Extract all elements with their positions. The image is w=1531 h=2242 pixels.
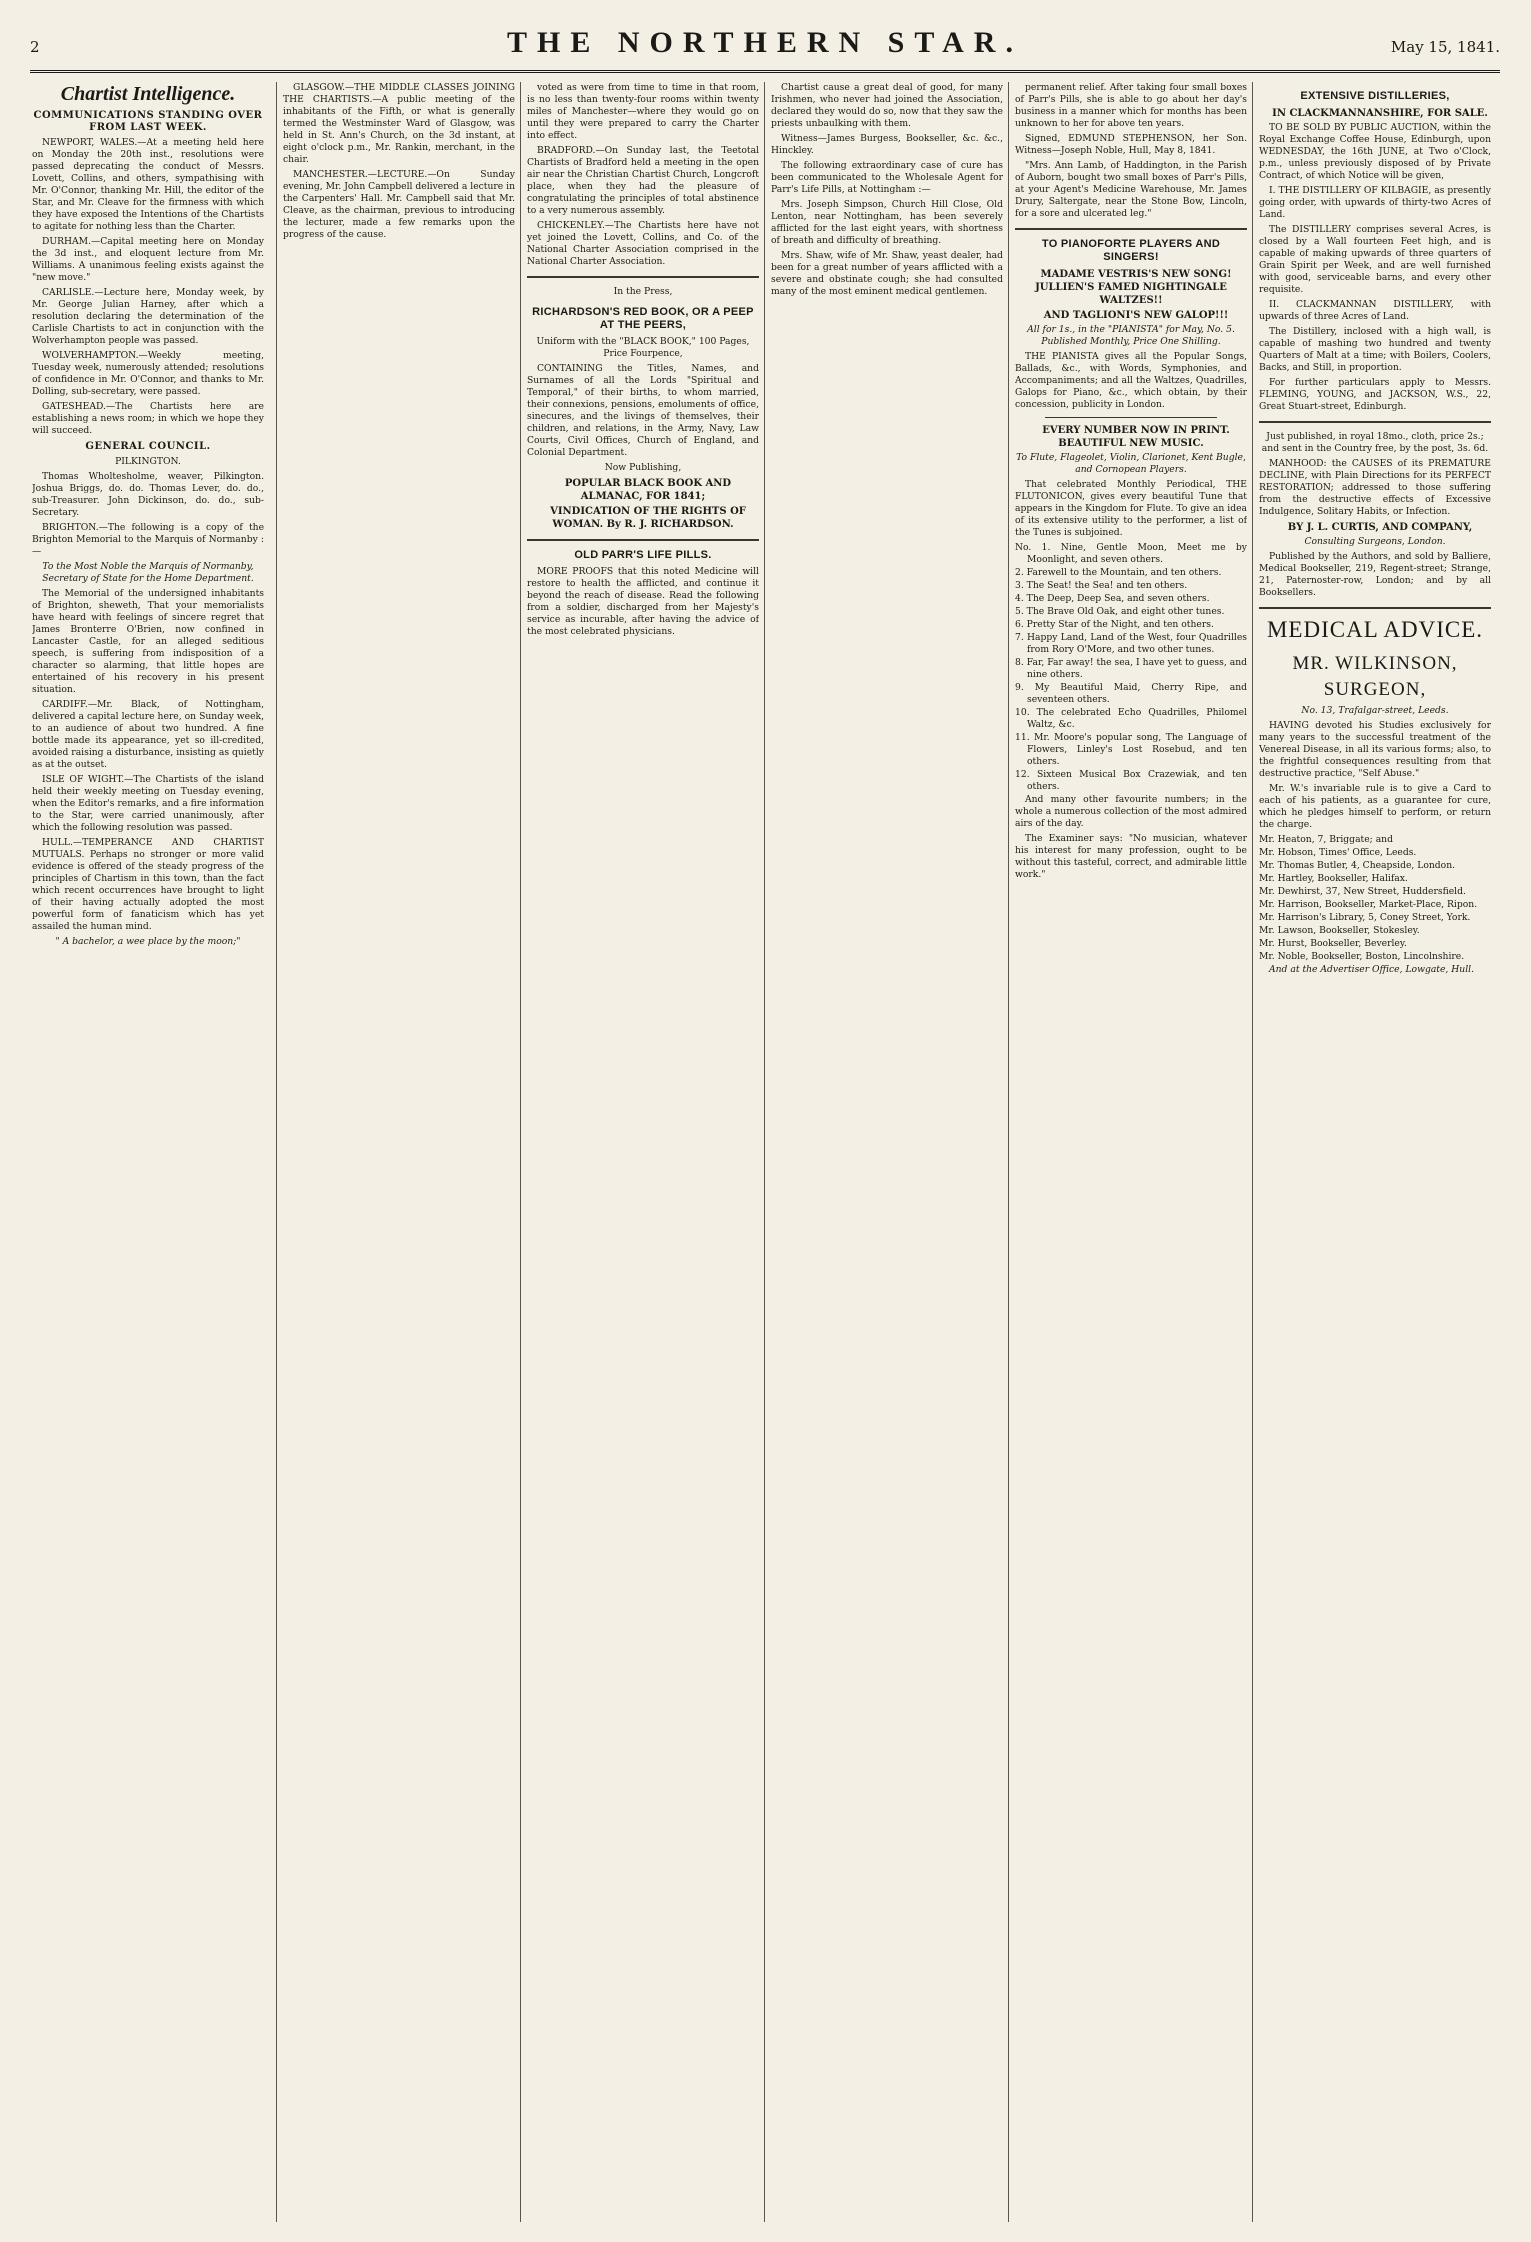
ad-press-note: In the Press, bbox=[613, 286, 673, 297]
council-members: Thomas Wholtesholme, weaver, Pilkington. Joshua Briggs, do. do. Thomas Lever, do. do., sub-Treasurer. John Dickinson, do. do., sub-Secretary. bbox=[32, 471, 264, 518]
quotation: " A bachelor, a wee place by the moon;" bbox=[55, 936, 241, 947]
list-item: 10. The celebrated Echo Quadrilles, Philomel Waltz, &c. bbox=[1015, 707, 1247, 730]
report-bradford: BRADFORD.—On Sunday last, the Teetotal Chartists of Bradford held a meeting in the open air near the Christian Chartist Church, Longcroft place, when they had the pleasure of congratulating the principles of total abstinence to a very numerous assembly. bbox=[527, 145, 759, 216]
memorial-text: The Memorial of the undersigned inhabitants of Brighton, sheweth, That your memorialists have heard with feelings of sincere regret that James Bronterre O'Brien, now confined in Lancaster Castle, for an alleged seditious speech, is suffering from indisposition of a character so alarming, that little hopes are entertained of his recovery in his present situation. bbox=[32, 588, 264, 695]
list-item: 3. The Seat! the Sea! and ten others. bbox=[1015, 580, 1188, 591]
tune-list-note: And many other favourite numbers; in the whole a numerous collection of the most admired airs of the day. bbox=[1015, 794, 1247, 829]
list-item: Mr. Noble, Bookseller, Boston, Lincolnshire. bbox=[1259, 951, 1465, 962]
ad-distilleries-heading: EXTENSIVE DISTILLERIES, bbox=[1300, 90, 1450, 102]
ad-red-book-sub: Uniform with the "BLACK BOOK," 100 Pages, Price Fourpence, bbox=[536, 336, 750, 359]
divider bbox=[1045, 417, 1217, 418]
list-item: Mr. Hobson, Times' Office, Leeds. bbox=[1259, 847, 1417, 858]
ad-clackmannan: II. CLACKMANNAN DISTILLERY, with upwards of three Acres of Land. bbox=[1259, 299, 1491, 322]
newspaper-title: THE NORTHERN STAR. bbox=[507, 26, 1023, 59]
report-wolverhampton: WOLVERHAMPTON.—Weekly meeting, Tuesday week, numerously attended; resolutions of confidence in Mr. O'Connor, and thanks to Mr. Dolling, sub-secretary, were passed. bbox=[32, 350, 264, 397]
list-item: 11. Mr. Moore's popular song, The Language of Flowers, Linley's Lost Rosebud, and ten others. bbox=[1015, 732, 1247, 767]
column-3 bbox=[527, 82, 759, 2222]
list-item: 5. The Brave Old Oak, and eight other tunes. bbox=[1015, 606, 1225, 617]
parr-case: The following extraordinary case of cure has been communicated to the Wholesale Agent for Parr's Life Pills, at Nottingham :— bbox=[771, 160, 1003, 195]
report-chickenley: CHICKENLEY.—The Chartists here have not yet joined the Lovett, Collins, and Co. of the National Charter Association comprised in the National Charter Association. bbox=[527, 220, 759, 267]
divider bbox=[527, 539, 759, 541]
issue-date: May 15, 1841. bbox=[1390, 38, 1500, 56]
list-item: Mr. Heaton, 7, Briggate; and bbox=[1259, 834, 1393, 845]
ad-now-publishing: Now Publishing, bbox=[604, 462, 682, 473]
ad-taglioni: AND TAGLIONI'S NEW GALOP!!! bbox=[1043, 310, 1229, 321]
column-4 bbox=[771, 82, 1003, 2222]
ad-red-book-text: CONTAINING the Titles, Names, and Surnames of all the Lords "Spiritual and Temporal," of their births, to whom married, their connexions, pensions, emoluments of office, sinecures, and the livings of themselves, their children, and relations, in the Army, Navy, Law Courts, Civil Offices, Church of England, and Colonial Department. bbox=[527, 363, 759, 458]
ad-kilbagie: I. THE DISTILLERY OF KILBAGIE, as presently going order, with upwards of thirty-two Acres of Land. bbox=[1259, 185, 1491, 220]
report-glasgow: GLASGOW.—THE MIDDLE CLASSES JOINING THE CHARTISTS.—A public meeting of the inhabitants of the Fifth, or what is generally termed the Westminster Ward of Glasgow, was held in St. Ann's Church, on the 3d instant, at eight o'clock p.m., Mr. Rankin, merchant, in the chair. bbox=[283, 82, 515, 165]
ad-curtis-text: Published by the Authors, and sold by Balliere, Medical Bookseller, 219, Regent-street; Strange, 21, Paternoster-row, London; and by all Booksellers. bbox=[1259, 551, 1491, 598]
ad-medical-heading: MEDICAL ADVICE. bbox=[1266, 617, 1484, 642]
continued-text: Chartist cause a great deal of good, for many Irishmen, who never had joined the Association, declared they would do so, now that they saw the priests unbaulking with them. bbox=[771, 82, 1003, 129]
council-place: PILKINGTON. bbox=[115, 456, 181, 467]
list-item: 6. Pretty Star of the Night, and ten others. bbox=[1015, 619, 1214, 630]
ad-vindication: VINDICATION OF THE RIGHTS OF WOMAN. By R. J. RICHARDSON. bbox=[550, 506, 746, 530]
list-item: 4. The Deep, Deep Sea, and seven others. bbox=[1015, 593, 1210, 604]
ad-agents-intro: Mr. W.'s invariable rule is to give a Card to each of his patients, as a guarantee for cure, which he pledges himself to perform, or return the charge. bbox=[1259, 783, 1491, 830]
report-isle-of-wight: ISLE OF WIGHT.—The Chartists of the island held their weekly meeting on Tuesday evening, when the Editor's remarks, and a fire information to the Star, were carried unanimously, after which the following resolution was passed. bbox=[32, 774, 264, 833]
parr-witness: Witness—James Burgess, Bookseller, &c. &c., Hinckley. bbox=[771, 133, 1003, 156]
column-rule bbox=[276, 82, 277, 2222]
report-hull: HULL.—TEMPERANCE AND CHARTIST MUTUALS. Perhaps no stronger or more valid evidence is offered of the steady progress of the principles of Chartism in this town, than the fact which recent occurrences have brought to light of their having actually adopted the most powerful form of fanaticism which has yet assailed the human mind. bbox=[32, 837, 264, 932]
agent-list bbox=[1259, 834, 1491, 963]
ad-manhood: MANHOOD: the CAUSES of its PREMATURE DECLINE, with Plain Directions for its PERFECT RESTORATION; addressed to those suffering from the destructive effects of Excessive Indulgence, Solitary Habits, or Infection. bbox=[1259, 458, 1491, 517]
council-heading: GENERAL COUNCIL. bbox=[85, 441, 211, 452]
ad-almanac: POPULAR BLACK BOOK AND ALMANAC, FOR 1841; bbox=[564, 478, 732, 502]
ad-every-number: EVERY NUMBER NOW IN PRINT. BEAUTIFUL NEW MUSIC. bbox=[1042, 425, 1230, 449]
headline: COMMUNICATIONS STANDING OVER FROM LAST WEEK. bbox=[33, 110, 263, 133]
report-cardiff: CARDIFF.—Mr. Black, of Nottingham, delivered a capital lecture here, on Sunday week, to an audience of about two hundred. A fine bottle made its appearance, yet so ill-credited, avoided raising a disturbance, insisting as quietly as at the outset. bbox=[32, 699, 264, 770]
column-6 bbox=[1259, 82, 1491, 2222]
parr-case-simpson: Mrs. Joseph Simpson, Church Hill Close, Old Lenton, near Nottingham, has been severely afflicted for the last eight years, with shortness of breath and difficulty of breathing. bbox=[771, 199, 1003, 246]
section-title: Chartist Intelligence. bbox=[60, 83, 236, 105]
column-rule bbox=[764, 82, 765, 2222]
divider bbox=[527, 276, 759, 278]
ad-just-published: Just published, in royal 18mo., cloth, price 2s.; and sent in the Country free, by the post, 3s. 6d. bbox=[1261, 431, 1489, 454]
continued-text: permanent relief. After taking four small boxes of Parr's Pills, she is able to go about her day's business in a manner which for months has been unknown to her for above ten years. bbox=[1015, 82, 1247, 129]
column-rule bbox=[1008, 82, 1009, 2222]
parr-case-lamb: "Mrs. Ann Lamb, of Haddington, in the Parish of Auborn, bought two small boxes of Parr's Pills, at your Agent's Medicine Warehouse, Mr. James Drury, Saltergate, near the Stone Bow, Lincoln, for a sore and ulcerated leg." bbox=[1015, 160, 1247, 219]
page-number: 2 bbox=[30, 38, 40, 56]
ad-distilleries-sub: IN CLACKMANNANSHIRE, FOR SALE. bbox=[1272, 108, 1488, 119]
ad-pianista: THE PIANISTA gives all the Popular Songs, Ballads, &c., with Words, Symphonies, and Accompaniments; and all the Waltzes, Quadrilles, Galops for Piano, &c., which obtain, by their concession, publicity in London. bbox=[1015, 351, 1247, 410]
column-rule bbox=[1252, 82, 1253, 2222]
list-item: Mr. Thomas Butler, 4, Cheapside, London. bbox=[1259, 860, 1456, 871]
ad-clackmannan-detail: The Distillery, inclosed with a high wall, is capable of mashing two hundred and twenty Quarters of Malt at a time; with Boilers, Coolers, Backs, and Still, in proportion. bbox=[1259, 326, 1491, 373]
continued-text: voted as were from time to time in that room, is no less than twenty-four rooms within twenty miles of Manchester—where they would go on until they were prepared to carry the Charter into effect. bbox=[527, 82, 759, 141]
signature: Signed, EDMUND STEPHENSON, her Son. Witness—Joseph Noble, Hull, May 8, 1841. bbox=[1015, 133, 1247, 156]
report-manchester: MANCHESTER.—LECTURE.—On Sunday evening, Mr. John Campbell delivered a lecture in the Carpenters' Hall. Mr. Campbell said that Mr. Cleave, as the chairman, previous to introducing the lecturer, made a few remarks upon the progress of the cause. bbox=[283, 169, 515, 240]
list-item: Mr. Hartley, Bookseller, Halifax. bbox=[1259, 873, 1408, 884]
column-5 bbox=[1015, 82, 1247, 2222]
ad-wilkinson-text: HAVING devoted his Studies exclusively for many years to the successful treatment of the Venereal Disease, in all its various forms; also, to the frightful consequences resulting from that destructive practice, "Self Abuse." bbox=[1259, 720, 1491, 779]
column-2 bbox=[283, 82, 515, 2222]
divider bbox=[1259, 421, 1491, 423]
report-durham: DURHAM.—Capital meeting here on Monday the 3d inst., and eloquent lecture from Mr. Williams. A unanimous feeling exists against the "new move." bbox=[32, 236, 264, 283]
masthead bbox=[30, 22, 1500, 73]
list-item: 12. Sixteen Musical Box Crazewiak, and ten others. bbox=[1015, 769, 1247, 792]
ad-examiner: The Examiner says: "No musician, whatever his interest for many profession, ought to be without this tasteful, correct, and admirable little work." bbox=[1015, 833, 1247, 880]
ad-flute-line: To Flute, Flageolet, Violin, Clarionet, Kent Bugle, and Cornopean Players. bbox=[1016, 452, 1246, 475]
list-item: No. 1. Nine, Gentle Moon, Meet me by Moonlight, and seven others. bbox=[1015, 542, 1247, 565]
ad-vestris: MADAME VESTRIS'S NEW SONG! JULLIEN'S FAMED NIGHTINGALE WALTZES!! bbox=[1035, 269, 1232, 306]
ad-curtis-sub: Consulting Surgeons, London. bbox=[1304, 536, 1446, 547]
list-item: 2. Farewell to the Mountain, and ten others. bbox=[1015, 567, 1222, 578]
ad-address: No. 13, Trafalgar-street, Leeds. bbox=[1301, 705, 1449, 716]
ad-price-line: All for 1s., in the "PIANISTA" for May, No. 5. Published Monthly, Price One Shilling. bbox=[1027, 324, 1235, 347]
report-gateshead: GATESHEAD.—The Chartists here are establishing a news room; in which we hope they will succeed. bbox=[32, 401, 264, 436]
list-item: 9. My Beautiful Maid, Cherry Ripe, and seventeen others. bbox=[1015, 682, 1247, 705]
ad-curtis: BY J. L. CURTIS, AND COMPANY, bbox=[1287, 522, 1473, 533]
agents-last-line: And at the Advertiser Office, Lowgate, Hull. bbox=[1269, 964, 1474, 975]
memorial-heading: To the Most Noble the Marquis of Normanby, Secretary of State for the Home Department. bbox=[42, 561, 254, 584]
ad-further: For further particulars apply to Messrs. FLEMING, YOUNG, and JACKSON, W.S., 22, Great Stuart-street, Edinburgh. bbox=[1259, 377, 1491, 412]
column-rule bbox=[520, 82, 521, 2222]
tune-list bbox=[1015, 542, 1247, 793]
ad-parr-text: MORE PROOFS that this noted Medicine will restore to health the afflicted, and continue it beyond the reach of disease. Read the following from a soldier, discharged from her Majesty's service as incurable, after having the advice of the most celebrated physicians. bbox=[527, 566, 759, 637]
ad-parr-title: OLD PARR'S LIFE PILLS. bbox=[574, 549, 712, 561]
column-1 bbox=[32, 82, 264, 2222]
ad-surgeon-name: MR. WILKINSON, SURGEON, bbox=[1292, 653, 1458, 700]
ad-flutonicon: That celebrated Monthly Periodical, THE FLUTONICON, gives every beautiful Tune that appears in the Kingdom for Flute. To give an idea of its extensive utility to the performer, a list of the Tunes is subjoined. bbox=[1015, 479, 1247, 538]
divider bbox=[1259, 607, 1491, 609]
list-item: 8. Far, Far away! the sea, I have yet to guess, and nine others. bbox=[1015, 657, 1247, 680]
list-item: Mr. Lawson, Bookseller, Stokesley. bbox=[1259, 925, 1420, 936]
divider bbox=[1015, 228, 1247, 230]
ad-kilbagie-detail: The DISTILLERY comprises several Acres, is closed by a Wall fourteen Feet high, and is capable of making upwards of three quarters of Grain Spirit per Week, and are well furnished with good, serviceable barns, and every other requisite. bbox=[1259, 224, 1491, 295]
ad-piano-heading: TO PIANOFORTE PLAYERS AND SINGERS! bbox=[1041, 238, 1221, 263]
list-item: Mr. Hurst, Bookseller, Beverley. bbox=[1259, 938, 1407, 949]
parr-case-shaw: Mrs. Shaw, wife of Mr. Shaw, yeast dealer, had been for a great number of years afflicted with a severe and obstinate cough; she had consulted many of the most eminent medical gentlemen. bbox=[771, 250, 1003, 297]
list-item: Mr. Harrison's Library, 5, Coney Street, York. bbox=[1259, 912, 1471, 923]
report-newport: NEWPORT, WALES.—At a meeting held here on Monday the 20th inst., resolutions were passed deprecating the conduct of Messrs. Lovett, Collins, and others, sympathising with Mr. O'Connor, thanking Mr. Hill, the editor of the Star, and Mr. Cleave for the firmness with which they have exposed the Intentions of the Chartists to agitate for nothing less than the Charter. bbox=[32, 137, 264, 232]
report-brighton: BRIGHTON.—The following is a copy of the Brighton Memorial to the Marquis of Normanby :— bbox=[32, 522, 264, 557]
ad-red-book-title: RICHARDSON'S RED BOOK, OR A PEEP AT THE PEERS, bbox=[532, 306, 754, 331]
report-carlisle: CARLISLE.—Lecture here, Monday week, by Mr. George Julian Harney, after which a resolution declaring the determination of the Carlisle Chartists to act in conjunction with the Wolverhampton people was passed. bbox=[32, 287, 264, 346]
list-item: Mr. Harrison, Bookseller, Market-Place, Ripon. bbox=[1259, 899, 1478, 910]
list-item: 7. Happy Land, Land of the West, four Quadrilles from Rory O'More, and two other tunes. bbox=[1015, 632, 1247, 655]
list-item: Mr. Dewhirst, 37, New Street, Huddersfield. bbox=[1259, 886, 1466, 897]
ad-sale-text: TO BE SOLD BY PUBLIC AUCTION, within the Royal Exchange Coffee House, Edinburgh, upon WEDNESDAY, the 16th JUNE, at Two o'Clock, p.m., unless previously disposed of by Private Contract, of which Notice will be given, bbox=[1259, 122, 1491, 181]
